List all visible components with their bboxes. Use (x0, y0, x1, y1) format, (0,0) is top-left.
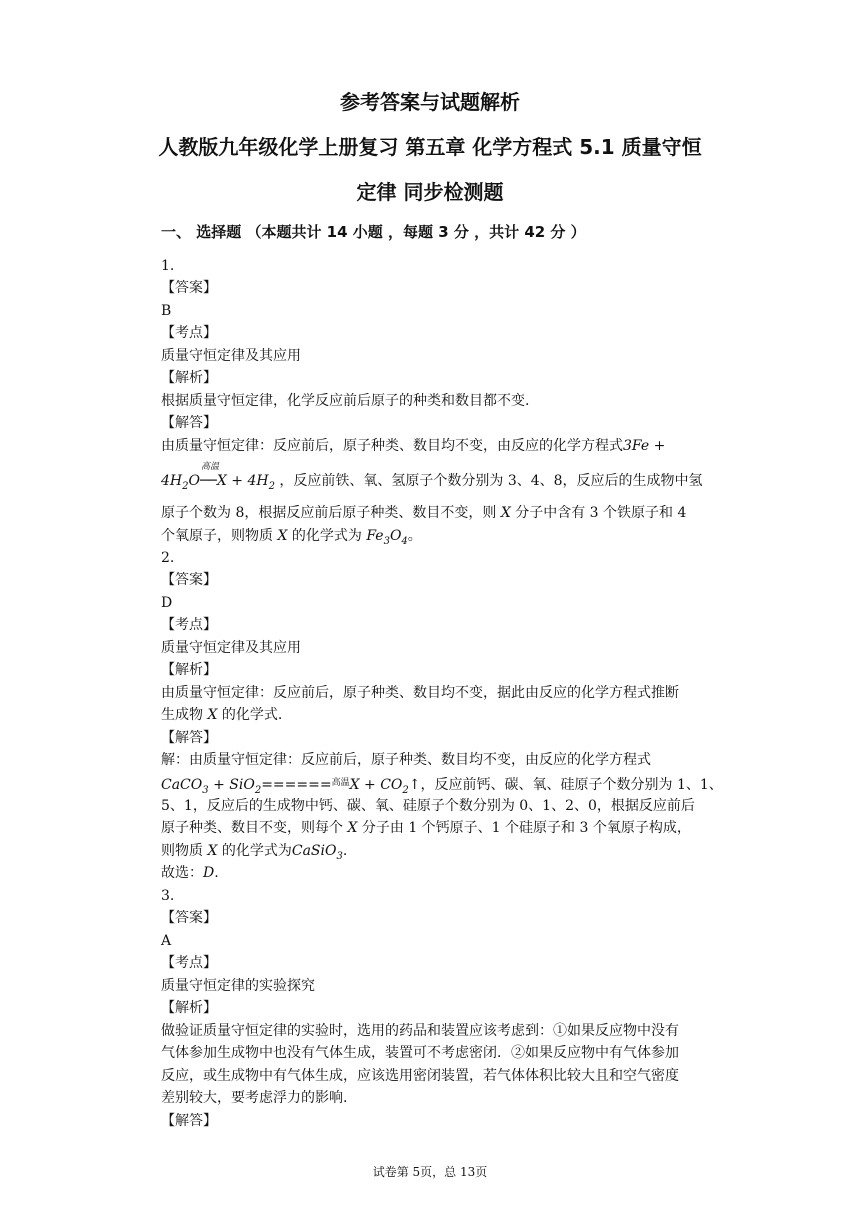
q2-point-label: 【考点】 (161, 617, 217, 633)
q2-solution-label: 【解答】 (161, 730, 217, 746)
q1-analysis-label: 【解析】 (161, 370, 217, 386)
q1-solution-line1: 由质量守恒定律：反应前后，原子种类、数目均不变，由反应的化学方程式3Fe + (161, 438, 666, 454)
q1-answer-label: 【答案】 (161, 280, 217, 296)
q3-number: 3. (161, 888, 175, 904)
q3-answer-label: 【答案】 (161, 910, 217, 926)
q1-solution-label: 【解答】 (161, 415, 217, 431)
q1-analysis: 根据质量守恒定律，化学反应前后原子的种类和数目都不变. (161, 393, 530, 409)
q1-number: 1. (161, 258, 175, 274)
q2-answer: D (161, 595, 173, 611)
q2-analysis-label: 【解析】 (161, 662, 217, 678)
q3-solution-label: 【解答】 (161, 1113, 217, 1129)
q1-solution-line4: 个氧原子，则物质 X 的化学式为 $Fe_3O_4$。 (161, 528, 422, 547)
q2-solution-line3: 5、1，反应后的生成物中钙、碳、氧、硅原子个数分别为 0、1、2、0，根据反应前后 (161, 798, 695, 814)
q3-analysis-line3: 反应，或生成物中有气体生成，应该选用密闭装置，若气体体积比较大且和空气密度 (161, 1068, 679, 1084)
q2-equation: CaCO$_3$ + $SiO_2======^{高温}X + CO_2↑$ (161, 777, 421, 796)
q1-answer: B (161, 303, 172, 319)
q1-point-label: 【考点】 (161, 325, 217, 341)
q2-number: 2. (161, 550, 175, 566)
q3-analysis-label: 【解析】 (161, 1000, 217, 1016)
q1-solution-line3: 原子个数为 8，根据反应前后原子种类、数目不变，则 X 分子中含有 3 个铁原子和 4 (161, 505, 687, 521)
q2-solution-line5: 则物质 X 的化学式为CaSiO$_3$. (161, 843, 348, 862)
q2-analysis-line2: 生成物 X 的化学式. (161, 707, 283, 723)
q2-answer-label: 【答案】 (161, 572, 217, 588)
q2-solution-line2: CaCO$_3$ + $SiO_2======^{高温}X + CO_2↑$，反应前钙、碳、氧、硅原子个数分别为 1、1、 (161, 777, 723, 796)
q2-analysis-line1: 由质量守恒定律：反应前后，原子种类、数目均不变，据此由反应的化学方程式推断 (161, 685, 679, 701)
q3-point: 质量守恒定律的实验探究 (161, 978, 315, 994)
document-subtitle-line2: 定律 同步检测题 (356, 180, 504, 204)
q3-analysis-line2: 气体参加生成物中也没有气体生成，装置可不考虑密闭．②如果反应物中有气体参加 (161, 1045, 679, 1061)
q2-point: 质量守恒定律及其应用 (161, 640, 301, 656)
q2-solution-line4: 原子种类、数目不变，则每个 X 分子由 1 个钙原子、1 个硅原子和 3 个氧原子构成， (161, 820, 691, 836)
q3-analysis-line1: 做验证质量守恒定律的实验时，选用的药品和装置应该考虑到：①如果反应物中没有 (161, 1023, 679, 1039)
q3-point-label: 【考点】 (161, 955, 217, 971)
q1-equation: $4H_2O$ 高温 ──X + $4H_2$ (161, 462, 275, 492)
q2-solution-line1: 解：由质量守恒定律：反应前后，原子种类、数目均不变，由反应的化学方程式 (161, 752, 651, 768)
q3-analysis-line4: 差别较大，要考虑浮力的影响. (161, 1090, 348, 1106)
document-subtitle-line1: 人教版九年级化学上册复习 第五章 化学方程式 5.1 质量守恒 (158, 135, 702, 159)
q1-point: 质量守恒定律及其应用 (161, 348, 301, 364)
q3-answer: A (161, 933, 172, 949)
q1-solution-line2: $4H_2O$ 高温 ──X + $4H_2$ ，反应前铁、氧、氢原子个数分别为 3、4、8，反应后的生成物中氢 (161, 462, 703, 492)
q2-choice: 故选：D. (161, 865, 219, 881)
page-footer: 试卷第 5页，总 13页 (372, 1165, 488, 1179)
document-title: 参考答案与试题解析 (340, 90, 520, 114)
section-heading: 一、 选择题 （本题共计 14 小题 ，每题 3 分 ，共计 42 分 ） (161, 223, 586, 241)
